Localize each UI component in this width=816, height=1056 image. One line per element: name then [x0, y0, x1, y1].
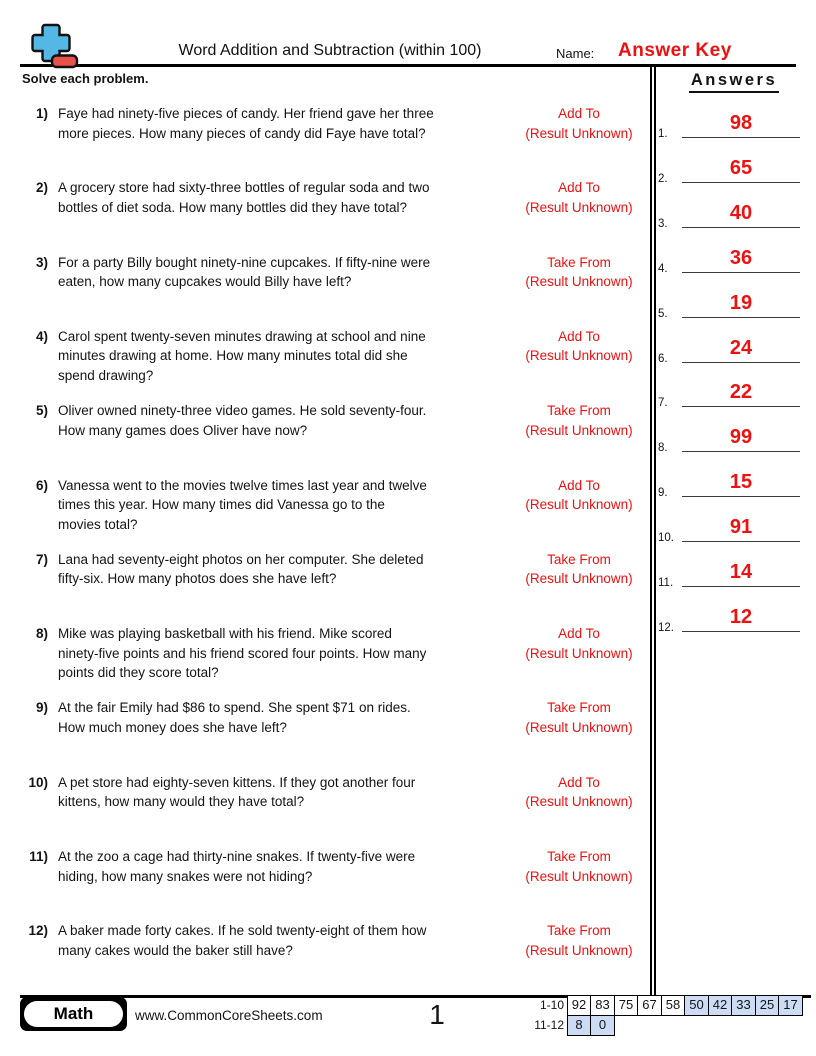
answer-value: 22 [729, 381, 753, 404]
answer-row [656, 287, 808, 323]
score-row-label: 11-12 [534, 1017, 564, 1032]
problem-type-label: Take From (Result Unknown) [525, 254, 633, 290]
score-cell: 50 [684, 995, 709, 1016]
page-number: 1 [429, 999, 445, 1030]
problem-number: 9) [35, 700, 48, 716]
score-cell: 8 [567, 1015, 592, 1036]
website-url: www.CommonCoreSheets.com [135, 1008, 323, 1023]
problem-text: For a party Billy bought ninety-nine cupcakes. If fifty-nine were eaten, how many cupcakes would Billy have left? [58, 254, 431, 290]
problem-type-label: Take From (Result Unknown) [525, 849, 633, 884]
grading-score-table [518, 995, 803, 1036]
answer-blank-line [682, 541, 800, 542]
problem-number: 2) [35, 180, 48, 196]
answer-row [656, 421, 808, 457]
problem-number: 7) [35, 551, 48, 567]
problem-number: 1) [35, 106, 48, 121]
answer-number: 7. [658, 397, 668, 410]
name-label: Name: [556, 46, 595, 61]
answer-blank-line [682, 362, 800, 363]
problem-text: At the fair Emily had $86 to spend. She spent $71 on rides. How much money does she have left? [58, 700, 411, 735]
problem-number: 6) [35, 477, 48, 493]
answer-number: 8. [658, 442, 668, 455]
problem-type-label: Take From (Result Unknown) [525, 551, 633, 587]
problem-text: Faye had ninety-five pieces of candy. Her friend gave her three more pieces. How many pieces of candy did Faye have total? [58, 106, 434, 141]
score-row [518, 1015, 803, 1036]
problem-text: Mike was playing basketball with his friend. Mike scored ninety-five points and his friend scored four points. How many points did they score total? [58, 626, 427, 681]
subject-badge-label: Math [24, 1001, 123, 1027]
answer-number: 11. [658, 577, 674, 589]
answer-blank-line [682, 182, 800, 183]
problem-text: A baker made forty cakes. If he sold twenty-eight of them how many cakes would the baker still have? [58, 923, 427, 958]
answer-blank-line [682, 406, 800, 407]
answers-heading-wrap [660, 71, 808, 93]
score-cell: 0 [590, 1015, 615, 1036]
score-row-label: 1-10 [539, 998, 564, 1012]
page-title: Word Addition and Subtraction (within 100) [178, 42, 482, 59]
score-cell: 42 [708, 995, 733, 1016]
problem-text: A pet store had eighty-seven kittens. If they got another four kittens, how many would they have total? [58, 774, 416, 810]
answer-number: 6. [658, 352, 668, 365]
problem-number: 3) [35, 254, 48, 270]
problem-text: Oliver owned ninety-three video games. He sold seventy-four. How many games does Oliver have now? [58, 403, 427, 438]
problem-text: Lana had seventy-eight photos on her computer. She deleted fifty-six. How many photos does she have left? [58, 551, 424, 587]
answer-row [656, 466, 808, 502]
instructions-text: Solve each problem. [22, 71, 149, 86]
answer-number: 9. [658, 487, 668, 500]
problem-type-label: Take From (Result Unknown) [525, 700, 633, 735]
answer-number: 2. [658, 172, 668, 185]
answer-value: 14 [729, 561, 753, 583]
problem-text: A grocery store had sixty-three bottles of regular soda and two bottles of diet soda. How many bottles did they have total? [58, 180, 430, 215]
answer-row [656, 197, 808, 233]
score-cell: 67 [637, 995, 662, 1016]
answer-value: 19 [729, 291, 753, 314]
answer-blank-line [682, 137, 800, 138]
answer-value: 99 [729, 426, 753, 449]
score-row [518, 995, 803, 1016]
problem-type-label: Add To (Result Unknown) [525, 328, 633, 364]
answer-value: 98 [729, 112, 753, 134]
score-cell: 75 [614, 995, 639, 1016]
answer-blank-line [682, 631, 800, 632]
problem-number: 5) [35, 403, 48, 419]
answer-row [656, 152, 808, 188]
problem-type-label: Add To (Result Unknown) [525, 106, 633, 141]
answer-blank-line [682, 451, 800, 452]
answer-number: 10. [658, 532, 674, 545]
answer-row [656, 601, 808, 637]
answer-value: 24 [729, 336, 753, 359]
score-cell: 58 [661, 995, 686, 1016]
answer-row [656, 376, 808, 412]
answer-number: 3. [658, 217, 668, 230]
answer-value: 36 [729, 246, 753, 269]
problem-type-label: Take From (Result Unknown) [525, 923, 633, 958]
problem-number: 8) [35, 626, 48, 642]
answer-blank-line [682, 227, 800, 228]
problem-type-label: Add To (Result Unknown) [525, 180, 633, 215]
problem-text: Vanessa went to the movies twelve times last year and twelve times this year. How many times did Vanessa go to the movies total? [58, 477, 427, 532]
answer-value: 15 [729, 471, 753, 494]
plus-minus-logo-icon [24, 22, 80, 70]
answer-key-label: Answer Key [618, 40, 732, 61]
problem-type-label: Add To (Result Unknown) [525, 774, 633, 810]
problem-type-label: Take From (Result Unknown) [525, 403, 633, 438]
problem-text: At the zoo a cage had thirty-nine snakes. If twenty-five were hiding, how many snakes were not hiding? [58, 849, 416, 884]
answer-value: 65 [729, 156, 753, 179]
answers-heading: Answers [689, 71, 779, 93]
answer-blank-line [682, 586, 800, 587]
answer-number: 5. [658, 307, 668, 320]
problem-number: 11) [29, 849, 48, 864]
problem-number: 4) [35, 328, 48, 344]
answer-value: 91 [729, 516, 753, 539]
header-divider [20, 64, 796, 67]
problem-number: 10) [28, 774, 48, 790]
score-cell: 17 [778, 995, 803, 1016]
score-cell: 25 [755, 995, 780, 1016]
answer-number: 4. [658, 262, 668, 275]
answer-value: 40 [729, 201, 753, 224]
score-cell: 33 [731, 995, 756, 1016]
answer-row [656, 556, 808, 592]
answer-blank-line [682, 272, 800, 273]
answer-row [656, 242, 808, 278]
answer-row [656, 511, 808, 547]
score-cell: 92 [567, 995, 592, 1016]
score-cell: 83 [590, 995, 615, 1016]
problem-text: Carol spent twenty-seven minutes drawing at school and nine minutes drawing at home. How many minutes total did she spend drawing? [58, 328, 426, 383]
problem-type-label: Add To (Result Unknown) [525, 626, 633, 661]
answer-value: 12 [729, 605, 753, 628]
answer-row [656, 332, 808, 368]
answer-number: 1. [658, 128, 668, 140]
answer-blank-line [682, 317, 800, 318]
answer-blank-line [682, 496, 800, 497]
answer-row [656, 107, 808, 143]
answer-number: 12. [658, 621, 674, 634]
problem-number: 12) [28, 923, 48, 939]
problem-type-label: Add To (Result Unknown) [525, 477, 633, 512]
subject-badge [20, 997, 127, 1031]
